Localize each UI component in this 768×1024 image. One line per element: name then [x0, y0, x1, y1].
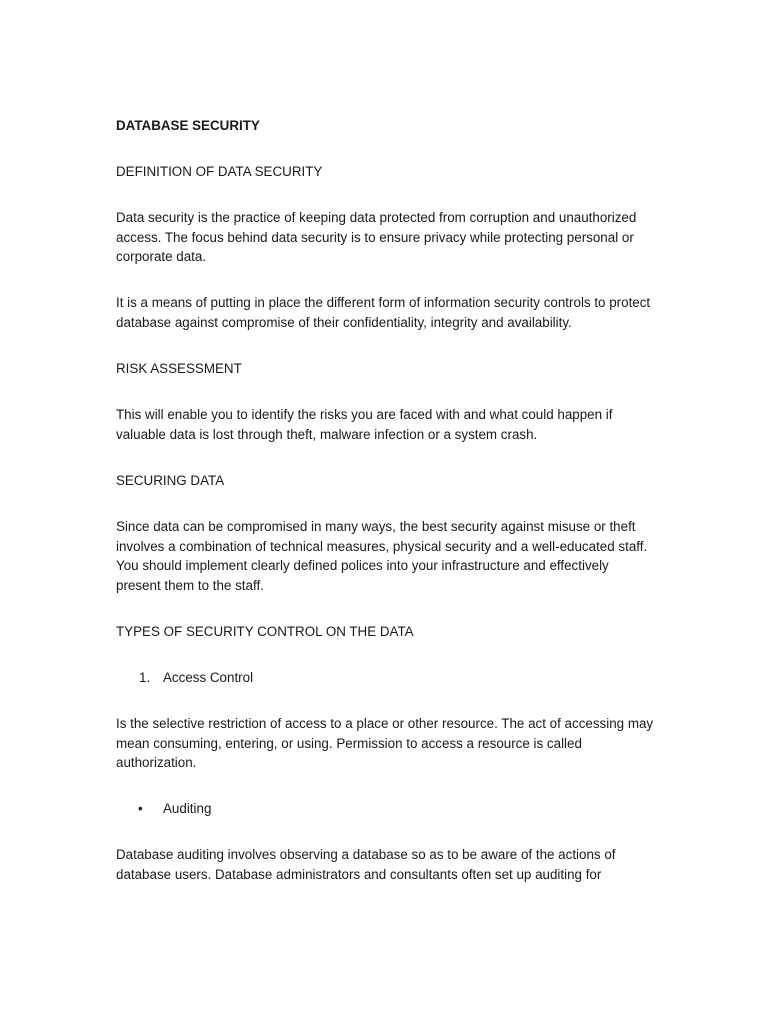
numbered-list-item [116, 668, 656, 688]
paragraph-definition-1: Data security is the practice of keeping data protected from corruption and unauthorized access. The focus behind data security is to ensure privacy while protecting personal or corporate data. [116, 210, 637, 265]
paragraph-securing: Since data can be compromised in many ways, the best security against misuse or theft involves a combination of technical measures, physical security and a well-educated staff. You should implement clearly defined polices into your infrastructure and effectively present them to the staff. [116, 519, 648, 593]
section-heading-types: TYPES OF SECURITY CONTROL ON THE DATA [116, 623, 414, 639]
document-body [116, 116, 656, 911]
paragraph-access-control: Is the selective restriction of access to a place or other resource. The act of accessing may mean consuming, entering, or using. Permission to access a resource is called authorization. [116, 716, 654, 771]
paragraph-auditing: Database auditing involves observing a database so as to be aware of the actions of database users. Database administrators and consultants often set up auditing for [116, 847, 616, 883]
list-item-number: 1. [139, 670, 151, 685]
list-item-label: Access Control [163, 670, 254, 685]
paragraph-risk: This will enable you to identify the risks you are faced with and what could happen if valuable data is lost through theft, malware infection or a system crash. [116, 407, 613, 442]
section-heading-securing: SECURING DATA [116, 472, 225, 488]
bulleted-list-item [116, 799, 656, 819]
bullet-icon: • [138, 801, 143, 817]
section-heading-risk: RISK ASSESSMENT [116, 361, 242, 377]
section-heading-definition: DEFINITION OF DATA SECURITY [116, 164, 323, 180]
bullet-item-label: Auditing [163, 801, 212, 817]
document-title: DATABASE SECURITY [116, 118, 260, 133]
paragraph-definition-2: It is a means of putting in place the different form of information security controls to protect database against compromise of their confidentiality, integrity and availability. [116, 295, 651, 331]
